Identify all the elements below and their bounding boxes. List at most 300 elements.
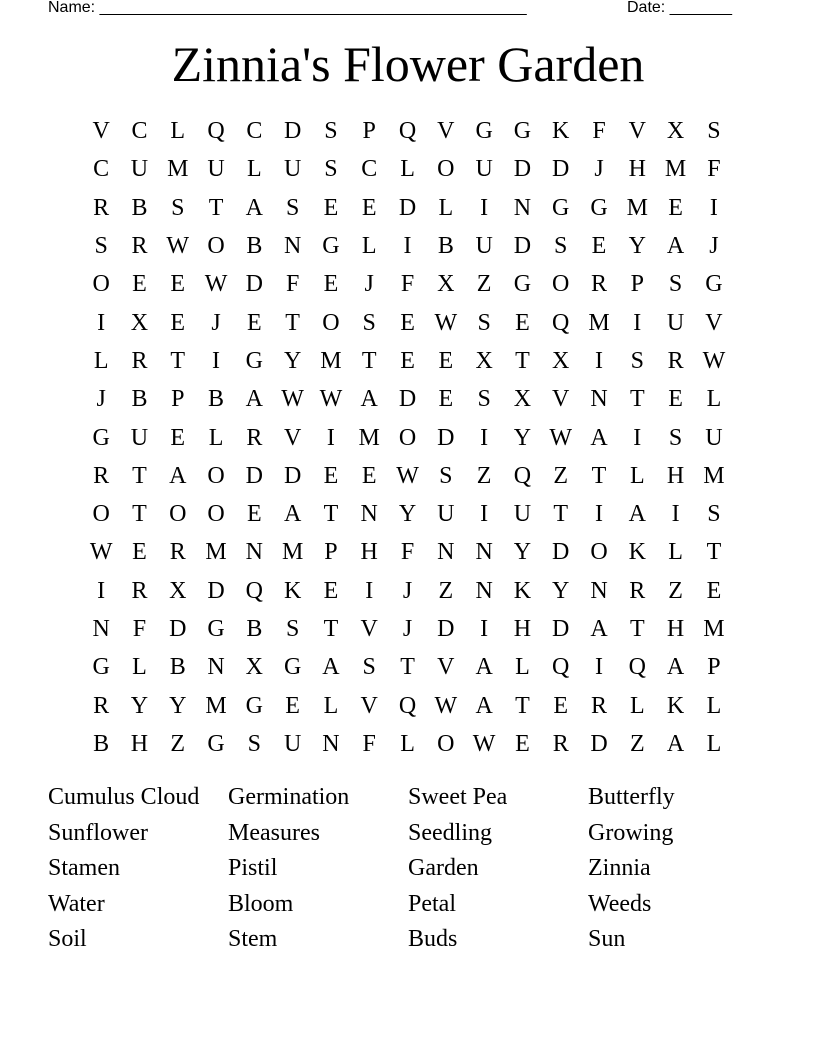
grid-letter: R [169,539,186,566]
grid-letter: S [362,654,376,681]
grid-letter: E [668,194,683,221]
grid-letter: L [629,692,645,719]
word-list-item: Stem [228,926,278,952]
grid-letter: N [475,577,493,604]
grid-letter: L [361,233,377,260]
grid-letter: R [552,730,569,757]
grid-letter: U [283,730,302,757]
grid-letter: O [207,501,225,528]
grid-row [82,303,734,341]
grid-letter: S [362,309,376,336]
word-list-item: Zinnia [588,855,651,881]
grid-letter: I [97,577,106,604]
word-list-item: Sunflower [48,819,148,846]
grid-letter: E [132,539,147,566]
grid-letter: M [588,309,610,336]
grid-letter: V [628,118,646,145]
grid-letter: E [323,577,339,604]
grid-letter: M [167,156,189,183]
grid-letter: D [552,156,570,183]
grid-letter: G [552,194,570,221]
grid-letter: I [671,501,680,528]
grid-letter: V [552,386,570,413]
grid-letter: F [592,118,606,145]
grid-letter: G [590,194,608,221]
grid-letter: Q [552,654,570,681]
grid-letter: P [324,539,338,566]
grid-letter: L [132,654,147,681]
grid-letter: K [513,577,532,604]
grid-letter: I [595,347,603,374]
grid-letter: T [400,654,415,681]
grid-letter: D [398,194,417,221]
grid-letter: E [706,577,722,604]
grid-letter: A [590,424,608,451]
grid-letter: N [360,501,378,528]
grid-letter: E [323,194,339,221]
grid-letter: E [400,309,415,336]
grid-letter: W [204,271,228,298]
grid-letter: E [170,309,186,336]
grid-letter: A [245,194,263,221]
grid-letter: G [513,271,532,298]
grid-letter: S [94,233,108,260]
grid-letter: D [552,539,570,566]
grid-letter: C [361,156,378,183]
grid-letter: T [132,462,147,489]
date-field-label: Date: _______ [627,0,732,16]
grid-letter: B [246,233,263,260]
grid-letter: R [93,462,110,489]
grid-letter: V [360,616,378,642]
grid-letter: U [513,501,532,528]
grid-letter: U [130,424,149,451]
grid-letter: W [702,347,726,374]
grid-letter: A [590,616,608,642]
grid-letter: C [93,156,110,183]
grid-letter: I [480,424,489,451]
word-list-item: Pistil [228,855,278,881]
grid-letter: D [283,118,302,145]
word-list-item: Butterfly [588,784,675,810]
grid-letter: S [668,271,683,298]
grid-letter: L [629,462,645,489]
grid-letter: D [245,462,263,489]
grid-letter: X [552,347,570,374]
grid-letter: Y [513,424,532,451]
grid-letter: E [247,309,262,336]
grid-letter: Y [398,501,417,528]
grid-letter: F [132,616,147,642]
grid-letter: W [166,233,190,260]
grid-letter: A [666,730,685,757]
grid-letter: E [285,692,300,719]
grid-letter: Z [438,577,454,604]
grid-letter: H [666,462,685,489]
grid-row [82,610,734,648]
grid-letter: Z [476,271,492,298]
grid-letter: E [323,271,339,298]
grid-letter: W [434,692,458,719]
grid-letter: I [403,233,412,260]
grid-letter: O [437,730,455,757]
grid-row [82,265,734,303]
grid-letter: G [322,233,340,260]
grid-letter: O [552,271,570,298]
grid-row [82,150,734,188]
grid-letter: H [513,616,532,642]
grid-letter: N [513,194,532,221]
grid-letter: O [322,309,340,336]
grid-letter: A [475,692,493,719]
grid-letter: V [437,654,455,681]
grid-letter: D [437,424,455,451]
grid-letter: K [552,118,570,145]
grid-letter: Z [668,577,683,604]
grid-letter: L [400,156,415,183]
grid-letter: B [93,730,110,757]
grid-letter: M [205,692,227,719]
grid-letter: B [131,194,148,221]
grid-letter: D [169,616,187,642]
grid-letter: B [131,386,148,413]
grid-row [82,457,734,495]
grid-letter: Q [398,118,417,145]
grid-letter: P [171,386,185,413]
grid-letter: L [438,194,454,221]
grid-letter: B [246,616,263,642]
grid-letter: D [590,730,608,757]
grid-letter: A [283,501,302,528]
grid-letter: G [513,118,532,145]
grid-row [82,227,734,265]
grid-letter: U [283,156,302,183]
grid-letter: G [207,730,225,757]
grid-letter: X [245,654,263,681]
grid-letter: M [320,347,342,374]
header-line [48,0,748,20]
grid-letter: D [398,386,417,413]
grid-letter: Q [207,118,225,145]
grid-letter: J [594,156,604,183]
grid-letter: G [245,692,263,719]
grid-letter: N [283,233,302,260]
grid-letter: D [245,271,263,298]
grid-letter: U [207,156,225,183]
grid-letter: D [513,233,532,260]
grid-letter: R [131,347,148,374]
grid-letter: S [285,194,300,221]
grid-letter: R [667,347,684,374]
grid-letter: R [131,577,148,604]
grid-letter: S [324,118,338,145]
grid-letter: M [358,424,380,451]
grid-letter: N [590,386,608,413]
grid-letter: U [475,233,493,260]
grid-letter: X [666,118,685,145]
grid-letter: M [703,616,725,642]
grid-letter: U [705,424,723,451]
grid-letter: G [283,654,302,681]
grid-letter: N [590,577,608,604]
grid-letter: H [130,730,149,757]
grid-letter: S [554,233,568,260]
grid-letter: M [626,194,648,221]
grid-letter: F [400,271,415,298]
grid-letter: J [402,616,413,642]
grid-letter: Q [628,654,646,681]
word-list-item: Petal [408,890,456,917]
grid-letter: Y [130,692,149,719]
grid-row [82,533,734,571]
grid-letter: D [207,577,225,604]
grid-letter: U [475,156,493,183]
grid-letter: L [515,654,530,681]
grid-letter: S [707,501,721,528]
page-title: Zinnia's Flower Garden [171,36,645,92]
grid-letter: E [591,233,607,260]
grid-letter: A [322,654,340,681]
grid-letter: L [706,692,722,719]
grid-letter: O [207,233,225,260]
grid-letter: D [437,616,455,642]
grid-letter: T [515,692,530,719]
grid-letter: Y [169,692,187,719]
grid-letter: L [208,424,224,451]
grid-letter: N [437,539,455,566]
grid-letter: I [365,577,374,604]
grid-letter: E [438,347,454,374]
grid-letter: A [169,462,187,489]
grid-letter: J [96,386,106,413]
grid-letter: D [552,616,570,642]
grid-letter: Z [476,462,492,489]
grid-letter: T [361,347,377,374]
grid-letter: A [475,654,493,681]
word-list-item: Water [48,890,105,917]
grid-letter: J [402,577,413,604]
grid-letter: F [400,539,415,566]
grid-letter: W [89,539,113,566]
grid-row [82,112,734,150]
grid-letter: E [170,424,186,451]
word-list-item: Growing [588,819,674,846]
grid-letter: G [207,616,225,642]
grid-letter: R [629,577,646,604]
grid-row [82,189,734,227]
grid-letter: Y [513,539,532,566]
grid-letter: L [400,730,415,757]
grid-row [82,725,734,763]
grid-letter: I [480,194,489,221]
grid-letter: P [707,654,721,681]
grid-letter: T [553,501,569,528]
grid-letter: K [628,539,646,566]
grid-letter: N [207,654,225,681]
word-list-item: Cumulus Cloud [48,784,200,810]
grid-letter: E [361,194,377,221]
grid-letter: V [360,692,378,719]
grid-row [82,380,734,418]
grid-letter: N [475,539,493,566]
grid-letter: I [709,194,718,221]
grid-letter: S [668,424,683,451]
grid-letter: W [319,386,343,413]
grid-letter: G [475,118,493,145]
grid-letter: E [132,271,147,298]
grid-letter: O [590,539,608,566]
grid-letter: N [245,539,263,566]
grid-letter: N [322,730,340,757]
grid-letter: Y [552,577,570,604]
word-list-item: Weeds [588,890,652,917]
grid-letter: W [434,309,458,336]
word-list-item: Germination [228,784,350,810]
grid-letter: E [438,386,454,413]
grid-letter: D [283,462,302,489]
grid-letter: V [283,424,302,451]
grid-letter: R [93,194,110,221]
word-list-item: Sweet Pea [408,784,508,810]
grid-letter: O [92,271,110,298]
grid-letter: M [281,539,304,566]
grid-letter: A [360,386,378,413]
word-list [48,780,768,958]
grid-letter: I [212,347,221,374]
grid-letter: B [169,654,186,681]
grid-letter: U [130,156,149,183]
grid-letter: L [706,386,722,413]
grid-letter: A [666,233,685,260]
grid-letter: T [706,539,722,566]
grid-letter: T [515,347,530,374]
grid-letter: V [92,118,110,145]
grid-letter: O [92,501,110,528]
grid-letter: X [475,347,493,374]
grid-letter: J [211,309,221,336]
grid-letter: T [629,386,645,413]
grid-letter: Y [628,233,646,260]
grid-letter: X [169,577,187,604]
grid-letter: X [513,386,532,413]
grid-letter: T [629,616,645,642]
grid-letter: E [515,730,530,757]
word-list-item: Stamen [48,855,120,881]
grid-letter: V [437,118,455,145]
grid-letter: S [439,462,453,489]
grid-letter: U [437,501,455,528]
grid-letter: R [93,692,110,719]
grid-letter: I [480,616,489,642]
grid-letter: E [170,271,186,298]
name-field-label: Name: ________________________________________________ [48,0,527,16]
grid-letter: L [247,156,262,183]
grid-letter: E [361,462,377,489]
grid-letter: B [437,233,454,260]
grid-letter: T [208,194,224,221]
grid-letter: H [666,616,685,642]
grid-letter: S [285,616,300,642]
grid-letter: S [477,309,491,336]
grid-letter: I [97,309,106,336]
grid-letter: Z [553,462,569,489]
grid-letter: S [171,194,185,221]
grid-letter: E [323,462,339,489]
grid-letter: K [283,577,302,604]
grid-row [82,495,734,533]
grid-letter: X [130,309,149,336]
grid-letter: F [362,730,376,757]
grid-letter: A [245,386,263,413]
grid-letter: T [323,616,339,642]
grid-letter: O [207,462,225,489]
word-list-item: Sun [588,926,626,952]
grid-letter: T [170,347,186,374]
grid-letter: M [703,462,725,489]
grid-letter: T [132,501,147,528]
grid-letter: E [515,309,530,336]
grid-letter: Q [552,309,570,336]
grid-letter: H [628,156,646,183]
grid-row [82,418,734,456]
grid-letter: L [323,692,339,719]
word-list-item: Garden [408,855,479,881]
grid-letter: M [205,539,227,566]
grid-letter: I [326,424,335,451]
grid-letter: I [595,501,603,528]
grid-row [82,686,734,724]
letter-grid [82,112,734,763]
grid-letter: W [396,462,419,489]
grid-letter: A [666,654,685,681]
grid-letter: S [477,386,491,413]
grid-letter: I [480,501,489,528]
grid-letter: S [247,730,262,757]
grid-letter: T [323,501,339,528]
grid-row [82,648,734,686]
grid-letter: S [630,347,644,374]
word-list-item: Seedling [408,819,492,846]
grid-letter: I [633,309,642,336]
grid-letter: Q [398,692,417,719]
grid-letter: B [208,386,225,413]
grid-letter: R [131,233,148,260]
word-list-item: Measures [228,819,320,846]
grid-letter: X [437,271,455,298]
grid-letter: E [247,501,262,528]
grid-letter: E [553,692,569,719]
grid-letter: R [591,692,608,719]
grid-letter: T [591,462,607,489]
grid-letter: W [549,424,573,451]
grid-letter: E [400,347,415,374]
grid-letter: K [666,692,685,719]
grid-letter: A [628,501,646,528]
grid-letter: Z [170,730,186,757]
grid-letter: R [246,424,263,451]
grid-letter: F [285,271,300,298]
grid-letter: O [437,156,455,183]
grid-letter: S [324,156,338,183]
grid-letter: N [92,616,110,642]
grid-letter: P [630,271,644,298]
grid-letter: Y [283,347,302,374]
grid-letter: H [360,539,378,566]
grid-letter: L [170,118,186,145]
grid-letter: J [709,233,719,260]
grid-letter: D [513,156,532,183]
grid-letter: G [92,424,110,451]
